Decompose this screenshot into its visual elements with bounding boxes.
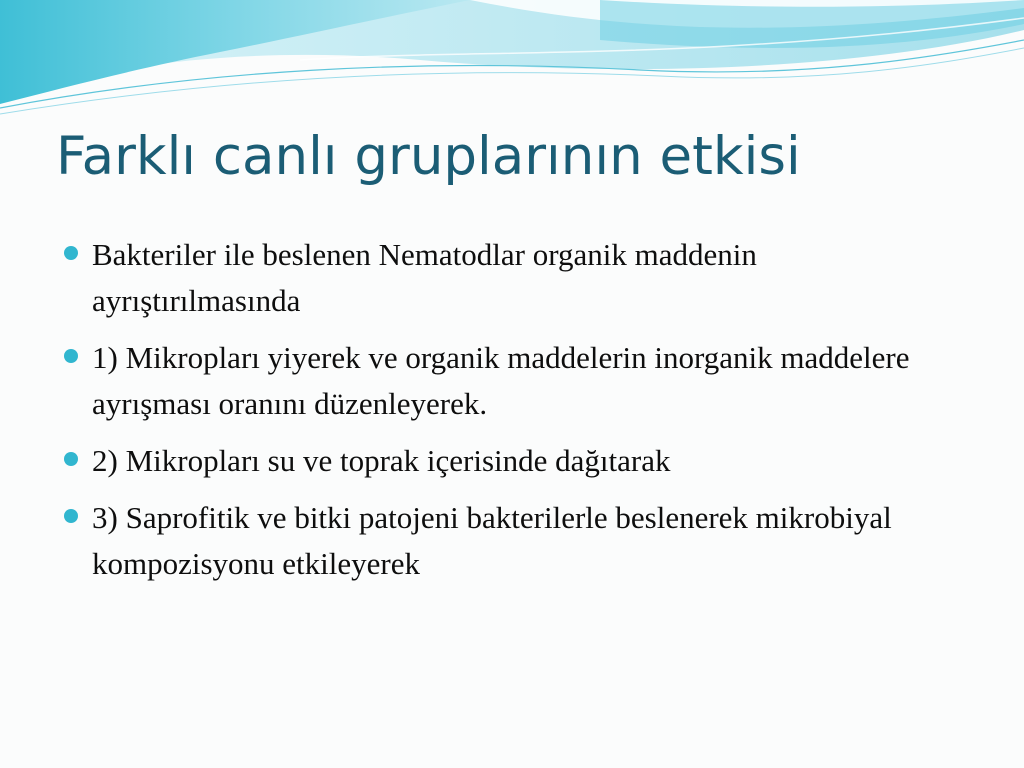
- list-item: [62, 438, 972, 484]
- list-item: [62, 232, 972, 324]
- bullet-text: 3) Saprofitik ve bitki patojeni bakterilerle beslenerek mikrobiyal kompozisyonu etkileyerek: [92, 500, 892, 581]
- bullet-dot-icon: [64, 246, 78, 260]
- bullet-dot-icon: [64, 509, 78, 523]
- header-wave-decoration: [0, 0, 1024, 130]
- bullet-text: 2) Mikropları su ve toprak içerisinde dağıtarak: [92, 443, 671, 478]
- bullet-text: 1) Mikropları yiyerek ve organik maddelerin inorganik maddelere ayrışması oranını düzenleyerek.: [92, 340, 910, 421]
- bullet-dot-icon: [64, 452, 78, 466]
- list-item: [62, 495, 972, 587]
- bullet-list: [62, 232, 972, 598]
- bullet-text: Bakteriler ile beslenen Nematodlar organik maddenin ayrıştırılmasında: [92, 237, 757, 318]
- slide-title: Farklı canlı gruplarının etkisi: [56, 126, 801, 187]
- list-item: [62, 335, 972, 427]
- bullet-dot-icon: [64, 349, 78, 363]
